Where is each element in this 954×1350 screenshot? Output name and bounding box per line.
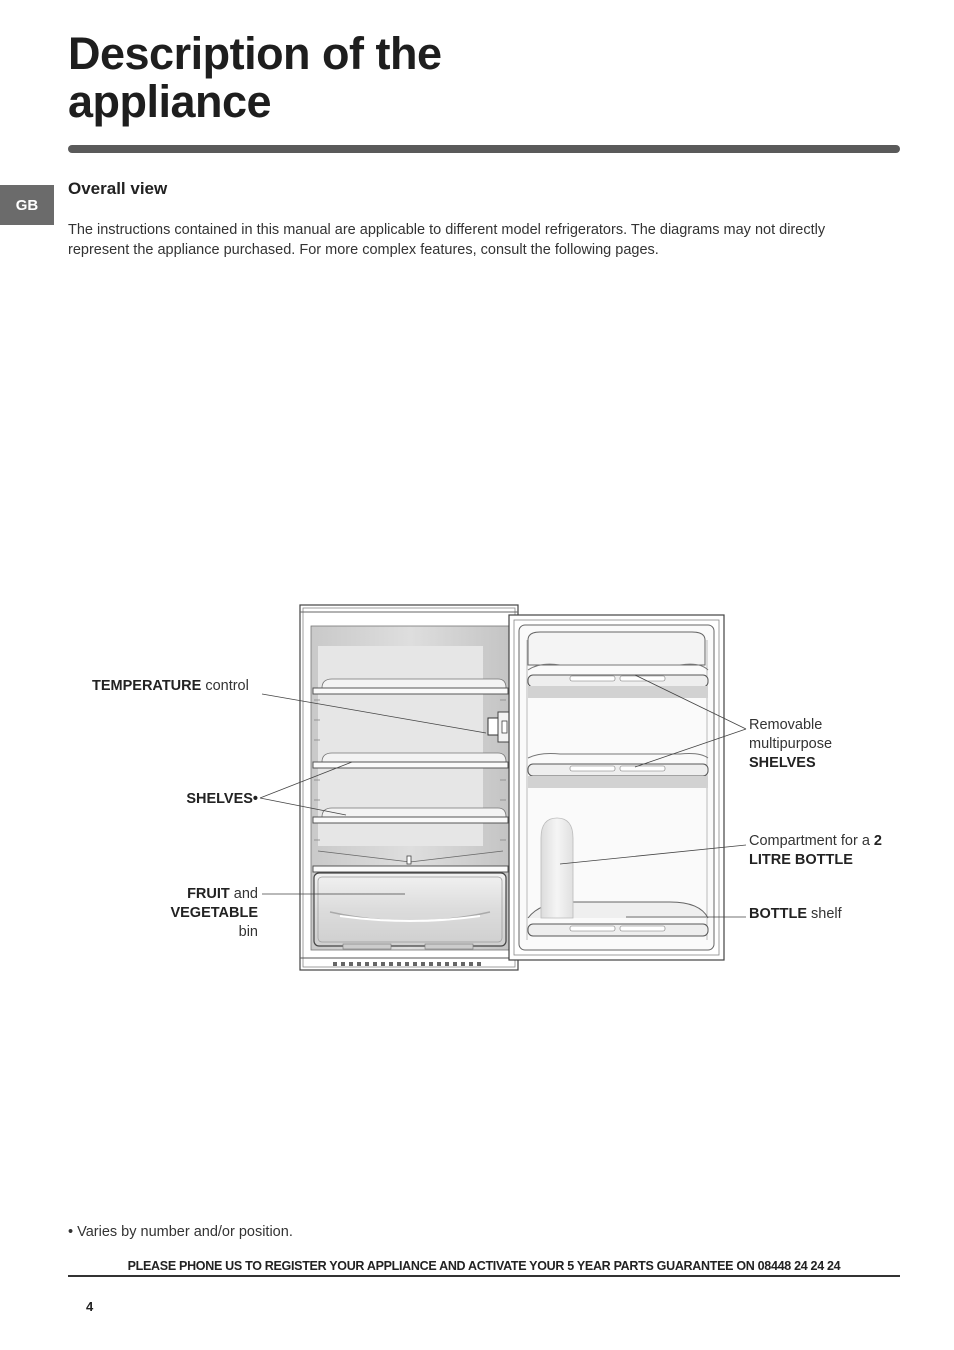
- label-bottle-compartment: [749, 832, 882, 870]
- label-bottle-shelf: [749, 905, 842, 924]
- language-tab: GB: [0, 185, 54, 225]
- label-fruit-vegetable-bin: [140, 885, 258, 942]
- label-removable-line-1: Removable: [749, 717, 823, 733]
- bottle-compartment: [541, 818, 573, 918]
- label-compartment-text: Compartment for a: [749, 833, 874, 849]
- section-heading: Overall view: [68, 179, 168, 198]
- label-removable-bold: SHELVES: [749, 755, 816, 771]
- label-vegetable-bold: VEGETABLE: [170, 905, 258, 921]
- label-bin: bin: [238, 924, 258, 940]
- label-bottle-rest: shelf: [807, 906, 842, 922]
- label-compartment-bold: LITRE BOTTLE: [749, 852, 853, 868]
- label-shelves-marker: •: [252, 791, 258, 807]
- fruit-vegetable-bin: [314, 873, 506, 949]
- label-fruit-bold: FRUIT: [187, 886, 230, 902]
- intro-paragraph: The instructions contained in this manual are applicable to different model refrigerators. The diagrams may not directly represent the appliance purchased. For more complex features, consult the following pages.: [68, 222, 826, 258]
- page-number: 4: [86, 1299, 94, 1314]
- footer-divider: [68, 1275, 900, 1277]
- page-title-line-1: Description of the: [68, 28, 442, 79]
- label-shelves: [150, 790, 258, 809]
- label-compartment-number: 2: [873, 833, 882, 849]
- label-fruit-and: and: [229, 886, 258, 902]
- footnote: • Varies by number and/or position.: [68, 1224, 293, 1240]
- registration-notice: PLEASE PHONE US TO REGISTER YOUR APPLIANCE AND ACTIVATE YOUR 5 YEAR PARTS GUARANTEE ON 08448 24 24 24: [127, 1259, 841, 1273]
- label-shelves-bold: SHELVES: [186, 791, 253, 807]
- label-temperature-control: [92, 677, 249, 696]
- page-title-line-2: appliance: [68, 76, 272, 127]
- label-removable-shelves: [749, 716, 832, 773]
- label-temperature-rest: control: [201, 678, 249, 694]
- label-temperature-bold: TEMPERATURE: [92, 678, 202, 694]
- label-bottle-bold: BOTTLE: [749, 906, 807, 922]
- label-removable-line-2: multipurpose: [749, 736, 833, 752]
